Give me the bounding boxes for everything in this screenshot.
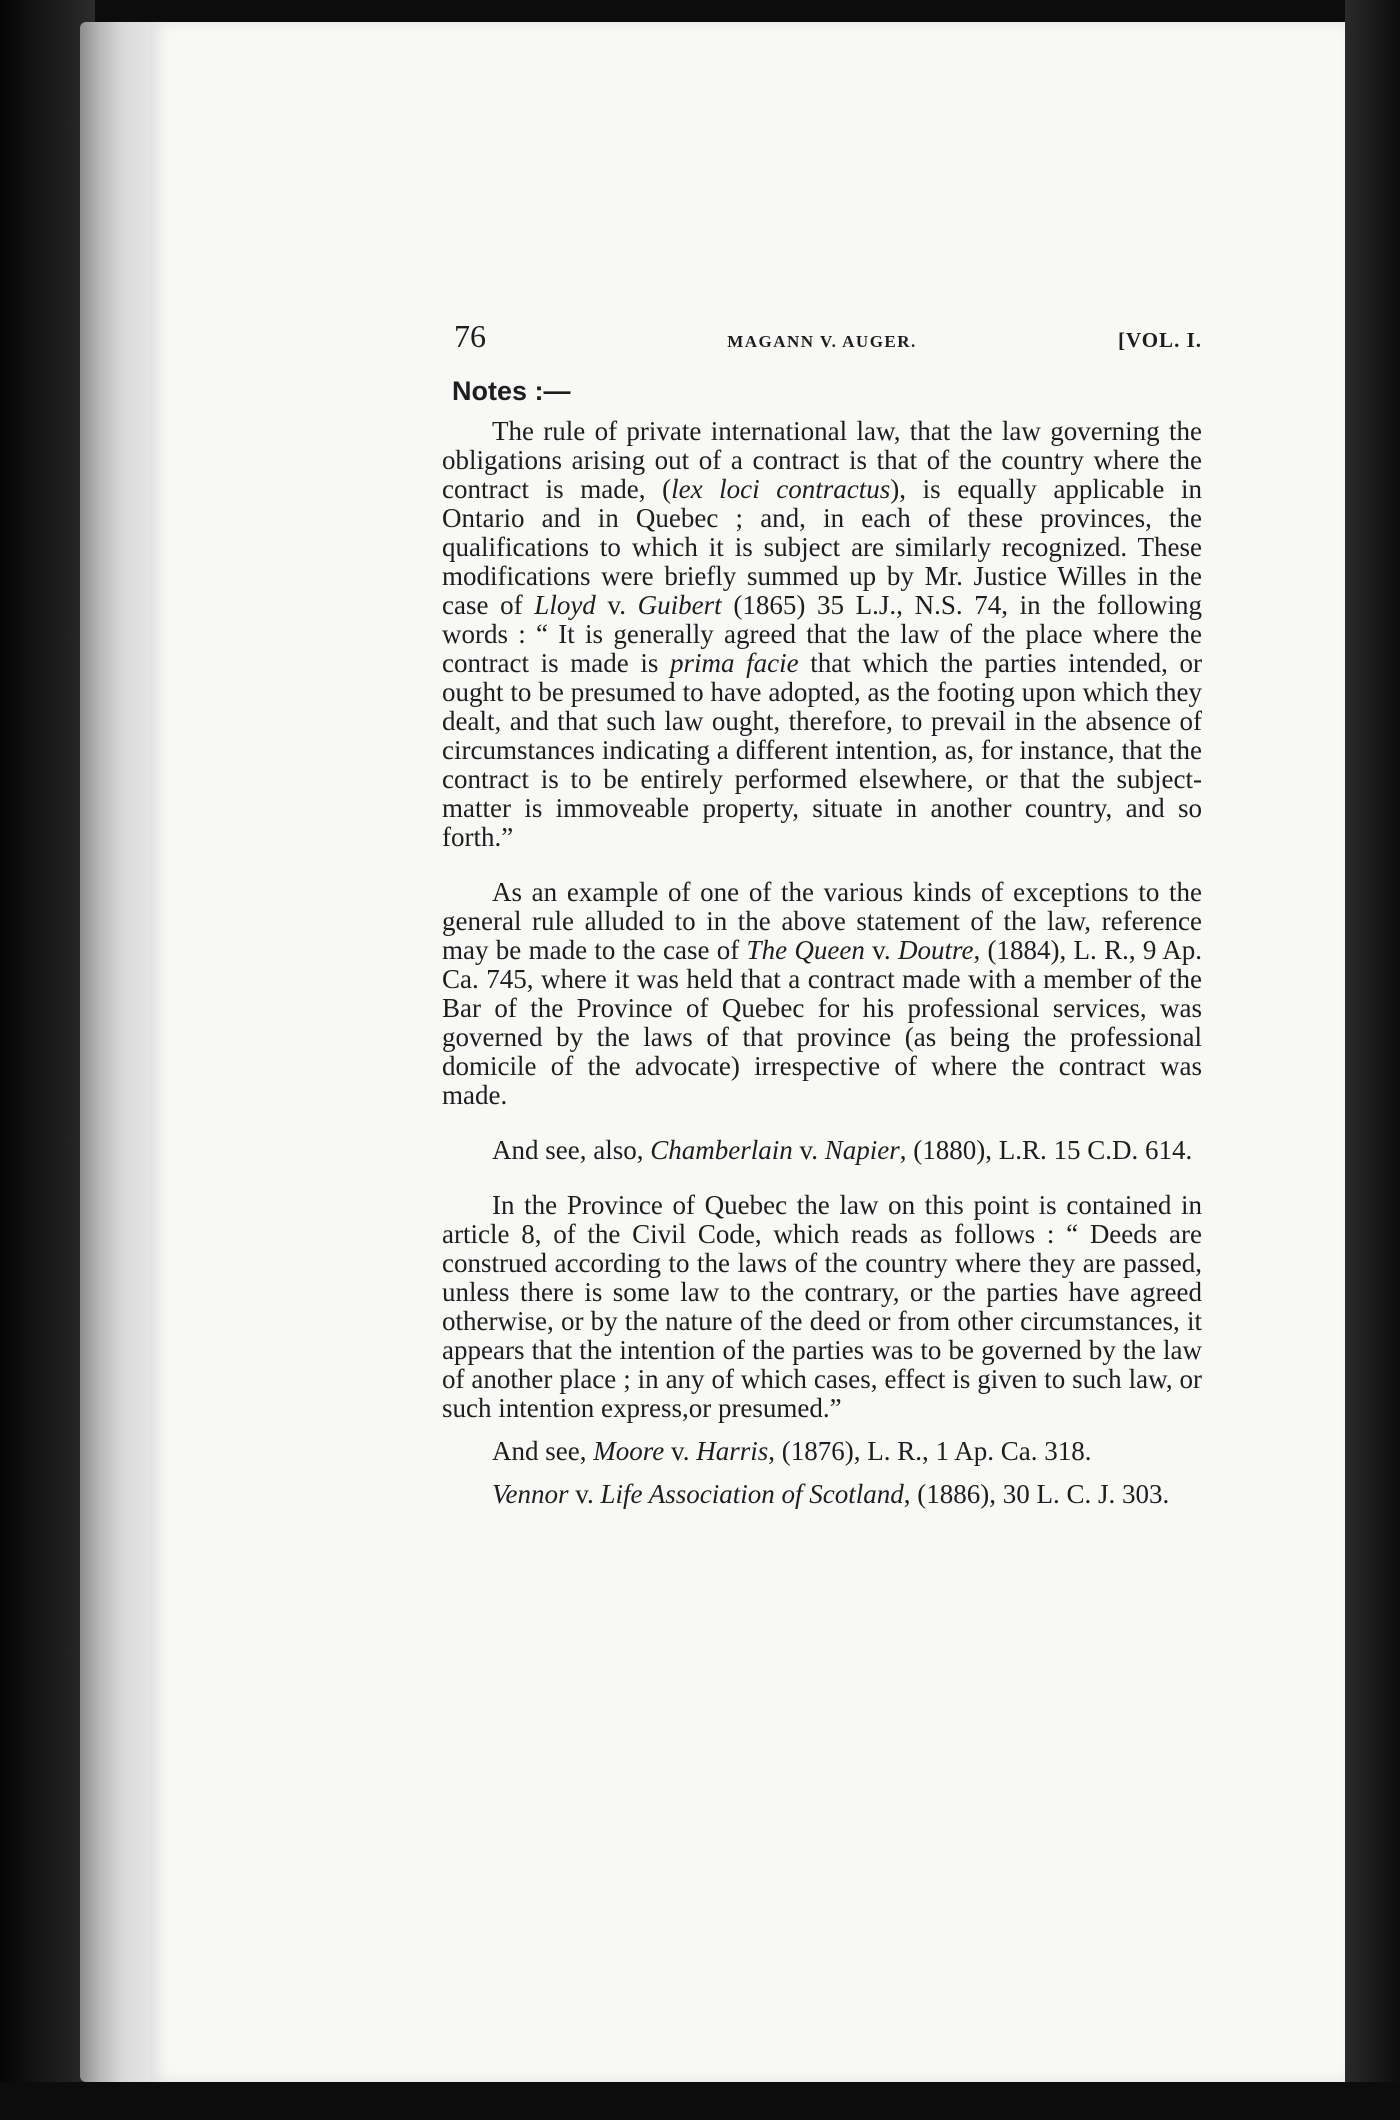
italic-run: Harris (696, 1436, 769, 1466)
running-title: MAGANN V. AUGER. (727, 332, 917, 351)
italic-run: Napier (824, 1135, 900, 1165)
italic-run: lex loci contractus (671, 474, 891, 504)
italic-run: Vennor (492, 1479, 569, 1509)
text-run: , (1876), L. R., 1 Ap. Ca. 318. (768, 1436, 1092, 1466)
scan-border-right (1345, 0, 1400, 2120)
page-number: 76 (454, 318, 486, 354)
text-run: v. (664, 1436, 697, 1466)
text-run: ), is equally applicable in Ontario and in Quebec ; and, in each of these provinces, the qualifications to which it is subject are similarly recognized. These modifications were briefly summed up by Mr. Justice Willes in the case of (442, 474, 1202, 620)
text-run: v. (568, 1479, 601, 1509)
text-run: v. (792, 1135, 825, 1165)
text-run: , (1880), L.R. 15 C.D. 614. (899, 1135, 1193, 1165)
paragraph (442, 1437, 1202, 1466)
text-run: The rule of private international law, that the law governing the obligations arising out of a contract is that of the country where the contract is made, ( (442, 416, 1202, 504)
text-run: And see, (492, 1436, 594, 1466)
text-run: As an example of one of the various kinds of exceptions to the general rule alluded to in the above statement of the law, reference may be made to the case of (442, 877, 1202, 965)
scan-border-bottom (0, 2082, 1400, 2120)
italic-run: The Queen (746, 935, 865, 965)
page-content (442, 318, 1202, 1509)
paragraph (442, 1480, 1202, 1509)
italic-run: prima facie (669, 648, 799, 678)
text-run: , (1886), 30 L. C. J. 303. (903, 1479, 1170, 1509)
paragraph (442, 878, 1202, 1110)
italic-run: Lloyd (534, 590, 596, 620)
book-page-edges (80, 22, 158, 2082)
italic-run: Chamberlain (650, 1135, 793, 1165)
text-run: (1865) 35 L.J., N.S. 74, in the following words : “ It is generally agreed that the law of the place where the contract is made is (442, 590, 1202, 678)
paragraph (442, 1191, 1202, 1423)
italic-run: Life Association of Scotland (600, 1479, 904, 1509)
text-run: In the Province of Quebec the law on this point is contained in article 8, of the Civil Code, which reads as follows : “ Deeds are construed according to the laws of the country where they are passed, unless there is some law to the contrary, or the parties have agreed otherwise, or by the nature of the deed or from other circumstances, it appears that the intention of the parties was to be governed by the law of another place ; in any of which cases, effect is given to such law, or such intention express,or presumed.” (442, 1190, 1202, 1423)
italic-run: Doutre (897, 935, 974, 965)
text-run: v. (864, 935, 898, 965)
text-run: And see, also, (492, 1135, 651, 1165)
paragraph (442, 1136, 1202, 1165)
running-head (442, 318, 1202, 368)
text-run: that which the parties intended, or ought to be presumed to have adopted, as the footing upon which they dealt, and that such law ought, therefore, to prevail in the absence of circumstances indicating a different intention, as, for instance, that the contract is to be entirely performed elsewhere, or that the subject-matter is immoveable property, situate in another country, and so forth.” (442, 648, 1202, 852)
paragraph (442, 417, 1202, 852)
scan-border-top (0, 0, 1400, 22)
italic-run: Guibert (637, 590, 722, 620)
text-run: v. (595, 590, 638, 620)
text-run: , (1884), L. R., 9 Ap. Ca. 745, where it was held that a contract made with a member of the Bar of the Province of Quebec for his professional services, was governed by the laws of that province (as being the professional domicile of the advocate) irrespective of where the contract was made. (442, 935, 1202, 1110)
italic-run: Moore (593, 1436, 665, 1466)
volume-label: [VOL. I. (1117, 328, 1202, 352)
notes-heading: Notes :— (452, 376, 571, 406)
